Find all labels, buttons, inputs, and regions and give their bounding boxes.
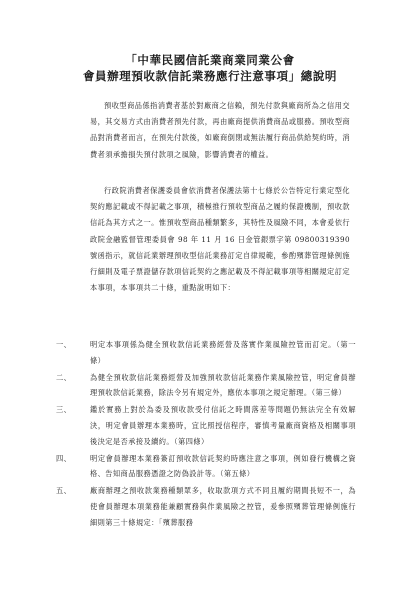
list-item-number: 二、: [56, 372, 72, 382]
list-item: [56, 337, 356, 369]
list-item-text: 明定本事項係為健全預收款信託業務經營及落實作業風險控管而訂定。（第一條）: [90, 340, 356, 365]
background-paragraph: 行政院消費者保護委員會依消費者保護法第十七條於公告特定行業定型化契約應記載或不得記載之事項，積極推行預收型商品之履約保證機制，預收款信託為其方式之一。惟預收型商品種類繁多，其特性及風險不同，本會爰依行政院金融監督管理委員會 98 年 11 月 16 日金管銀票字第 09800319390 號函指示，就信託業辦理預收型信託業務訂定自律規範，參酌殯葬管理條例施行細則及電子票證儲存款項信託契約之應記載及不得記載事項等相關規定訂定本事項，本事項共二十條，重點說明如下：: [90, 186, 350, 293]
list-item-text: 廠商辦理之預收款業務種類眾多，收取款項方式不同且履約期間長短不一，為使會員辦理本項業務能兼顧實務與作業風險之控管，爰參照殯葬管理條例施行細則第三十條規定：「殯葬服務: [90, 486, 356, 527]
key-points-list: [56, 337, 356, 532]
list-item-number: 四、: [56, 453, 72, 463]
list-item-text: 明定會員辦理本業務簽訂預收款信託契約時應注意之事項，例如發行機構之資格、告知商品服務憑證之防偽設計等。（第五條）: [90, 453, 356, 479]
list-item-text: 為健全預收款信託業務經營及加強預收款信託業務作業風險控管，明定會員辦理預收款信託業務，除法令另有規定外，應依本事項之規定辦理。（第三條）: [90, 372, 356, 398]
list-item: [56, 370, 356, 402]
list-item-number: 三、: [56, 405, 72, 415]
document-title-line-2: 會員辦理預收款信託業務應行注意事項」總說明: [82, 69, 338, 83]
list-item-text: 鑑於實務上對於為委及預收款受付信託之時間落差等問題仍無法完全有效解決，明定會員辦理本業務時，宜比照授信程序，審慎考量廠商資格及相關事項後決定是否承接及續約。（第四條）: [90, 405, 356, 446]
list-item-number: 一、: [56, 340, 72, 349]
list-item: [56, 402, 356, 449]
document-title-line-1: 「中華民國信託業商業同業公會: [125, 53, 295, 67]
list-item: [56, 483, 356, 530]
intro-paragraph: 預收型商品係指消費者基於對廠商之信賴，預先付款與廠商所為之信用交易，其交易方式由消費者預先付款，再由廠商提供消費商品或服務。預收型商品對消費者而言，在預先付款後，如廠商倒閉或無法履行商品供給契約時，消費者須承擔損失預付款項之風險，影響消費者的權益。: [90, 101, 350, 159]
list-item: [56, 451, 356, 483]
list-item-number: 五、: [56, 486, 72, 496]
